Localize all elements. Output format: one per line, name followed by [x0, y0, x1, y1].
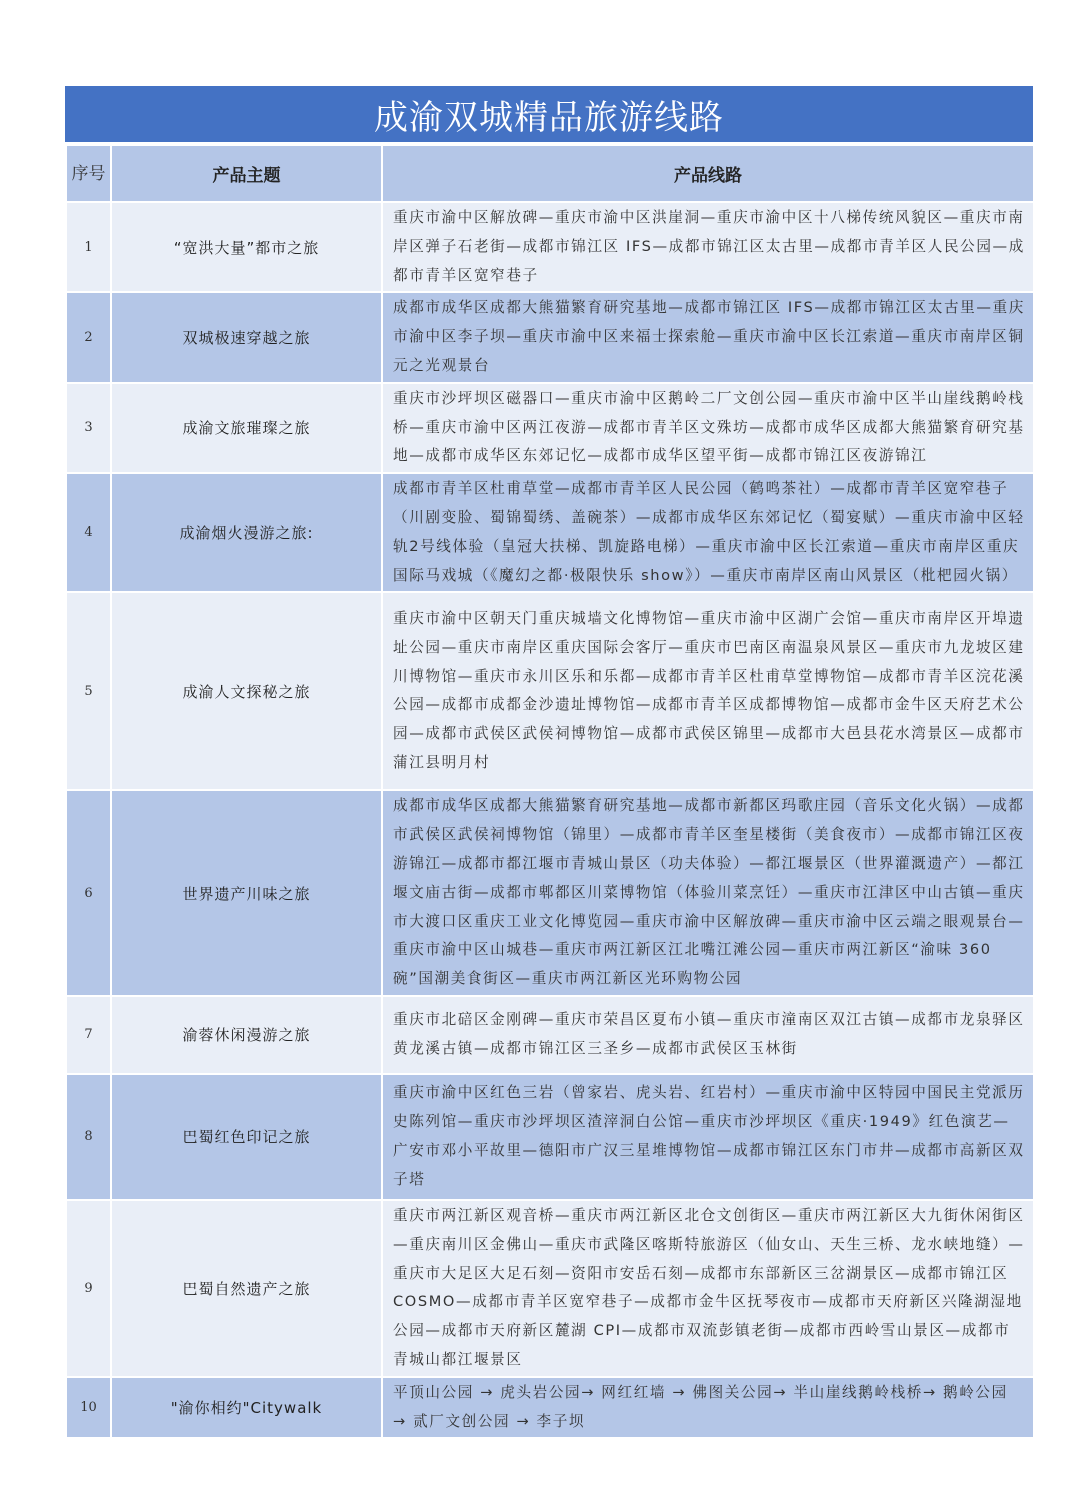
product-route: 重庆市两江新区观音桥—重庆市两江新区北仓文创街区—重庆市两江新区大九街休闲街区—重庆南川区金佛山—重庆市武隆区喀斯特旅游区（仙女山、天生三桥、龙水峡地缝）—重庆市大足区大足石刻—资阳市安岳石刻—成都市东部新区三岔湖景区—成都市锦江区 COSMO—成都市青羊区宽窄巷子—成都市金牛区抚琴夜市—成都市天府新区兴隆湖湿地公园—成都市天府新区麓湖 CPI—成都市双流彭镇老街—成都市西岭雪山景区—成都市青城山都江堰景区: [382, 1200, 1034, 1377]
row-number: 2: [66, 292, 111, 382]
product-route: 重庆市沙坪坝区磁器口—重庆市渝中区鹅岭二厂文创公园—重庆市渝中区半山崖线鹅岭栈桥—重庆市渝中区两江夜游—成都市青羊区文殊坊—成都市成华区成都大熊猫繁育研究基地—成都市成华区东郊记忆—成都市成华区望平街—成都市锦江区夜游锦江: [382, 383, 1034, 473]
product-route: 重庆市渝中区朝天门重庆城墙文化博物馆—重庆市渝中区湖广会馆—重庆市南岸区开埠遗址公园—重庆市南岸区重庆国际会客厅—重庆市巴南区南温泉风景区—重庆市九龙坡区建川博物馆—重庆市永川区乐和乐都—成都市青羊区杜甫草堂博物馆—成都市青羊区浣花溪公园—成都市成都金沙遗址博物馆—成都市青羊区成都博物馆—成都市金牛区天府艺术公园—成都市武侯区武侯祠博物馆—成都市武侯区锦里—成都市大邑县花水湾景区—成都市蒲江县明月村: [382, 592, 1034, 790]
product-theme: 渝蓉休闲漫游之旅: [111, 996, 382, 1074]
product-theme: 成渝人文探秘之旅: [111, 592, 382, 790]
product-route: 重庆市渝中区解放碑—重庆市渝中区洪崖洞—重庆市渝中区十八梯传统风貌区—重庆市南岸区弹子石老街—成都市锦江区 IFS—成都市锦江区太古里—成都市青羊区人民公园—成都市青羊区宽窄巷子: [382, 202, 1034, 292]
table-row: [66, 1200, 1034, 1377]
table-row: [66, 996, 1034, 1074]
column-header-route: 产品线路: [382, 145, 1034, 202]
table-row: [66, 383, 1034, 473]
row-number: 9: [66, 1200, 111, 1377]
row-number: 6: [66, 790, 111, 996]
row-number: 8: [66, 1074, 111, 1200]
row-number: 10: [66, 1377, 111, 1439]
product-route: 平顶山公园 → 虎头岩公园→ 网红红墙 → 佛图关公园→ 半山崖线鹅岭栈桥→ 鹅岭公园 → 贰厂文创公园 → 李子坝: [382, 1377, 1034, 1439]
table-row: [66, 1377, 1034, 1439]
row-number: 7: [66, 996, 111, 1074]
route-table-container: [65, 86, 1033, 1439]
product-route: 成都市青羊区杜甫草堂—成都市青羊区人民公园（鹤鸣茶社）—成都市青羊区宽窄巷子（川剧变脸、蜀锦蜀绣、盖碗茶）—成都市成华区东郊记忆（蜀宴赋）—重庆市渝中区轻轨2号线体验（皇冠大扶梯、凯旋路电梯）—重庆市渝中区长江索道—重庆市南岸区重庆国际马戏城（《魔幻之都·极限快乐 show》）—重庆市南岸区南山风景区（枇杷园火锅）: [382, 473, 1034, 592]
table-row: [66, 790, 1034, 996]
product-theme: 双城极速穿越之旅: [111, 292, 382, 382]
product-theme: 世界遗产川味之旅: [111, 790, 382, 996]
table-header-row: [66, 145, 1034, 202]
product-theme: “宽洪大量”都市之旅: [111, 202, 382, 292]
table-row: [66, 592, 1034, 790]
row-number: 1: [66, 202, 111, 292]
product-theme: 巴蜀红色印记之旅: [111, 1074, 382, 1200]
row-number: 4: [66, 473, 111, 592]
row-number: 5: [66, 592, 111, 790]
product-theme: 成渝烟火漫游之旅:: [111, 473, 382, 592]
table-row: [66, 202, 1034, 292]
document-title: 成渝双城精品旅游线路: [65, 86, 1033, 144]
route-table: [65, 144, 1035, 1439]
product-route: 重庆市北碚区金刚碑—重庆市荣昌区夏布小镇—重庆市潼南区双江古镇—成都市龙泉驿区黄龙溪古镇—成都市锦江区三圣乡—成都市武侯区玉林街: [382, 996, 1034, 1074]
product-theme: 成渝文旅璀璨之旅: [111, 383, 382, 473]
table-row: [66, 473, 1034, 592]
column-header-no: 序号: [66, 145, 111, 202]
row-number: 3: [66, 383, 111, 473]
product-route: 成都市成华区成都大熊猫繁育研究基地—成都市新都区玛歌庄园（音乐文化火锅）—成都市武侯区武侯祠博物馆（锦里）—成都市青羊区奎星楼街（美食夜市）—成都市锦江区夜游锦江—成都市都江堰市青城山景区（功夫体验）—都江堰景区（世界灌溉遗产）—都江堰文庙古街—成都市郫都区川菜博物馆（体验川菜烹饪）—重庆市江津区中山古镇—重庆市大渡口区重庆工业文化博览园—重庆市渝中区解放碑—重庆市渝中区云端之眼观景台—重庆市渝中区山城巷—重庆市两江新区江北嘴江滩公园—重庆市两江新区“渝味 360 碗”国潮美食街区—重庆市两江新区光环购物公园: [382, 790, 1034, 996]
table-row: [66, 1074, 1034, 1200]
table-row: [66, 292, 1034, 382]
product-theme: "渝你相约"Citywalk: [111, 1377, 382, 1439]
product-route: 成都市成华区成都大熊猫繁育研究基地—成都市锦江区 IFS—成都市锦江区太古里—重庆市渝中区李子坝—重庆市渝中区来福士探索舱—重庆市渝中区长江索道—重庆市南岸区铜元之光观景台: [382, 292, 1034, 382]
product-route: 重庆市渝中区红色三岩（曾家岩、虎头岩、红岩村）—重庆市渝中区特园中国民主党派历史陈列馆—重庆市沙坪坝区渣滓洞白公馆—重庆市沙坪坝区《重庆·1949》红色演艺—广安市邓小平故里—德阳市广汉三星堆博物馆—成都市锦江区东门市井—成都市高新区双子塔: [382, 1074, 1034, 1200]
product-theme: 巴蜀自然遗产之旅: [111, 1200, 382, 1377]
column-header-theme: 产品主题: [111, 145, 382, 202]
